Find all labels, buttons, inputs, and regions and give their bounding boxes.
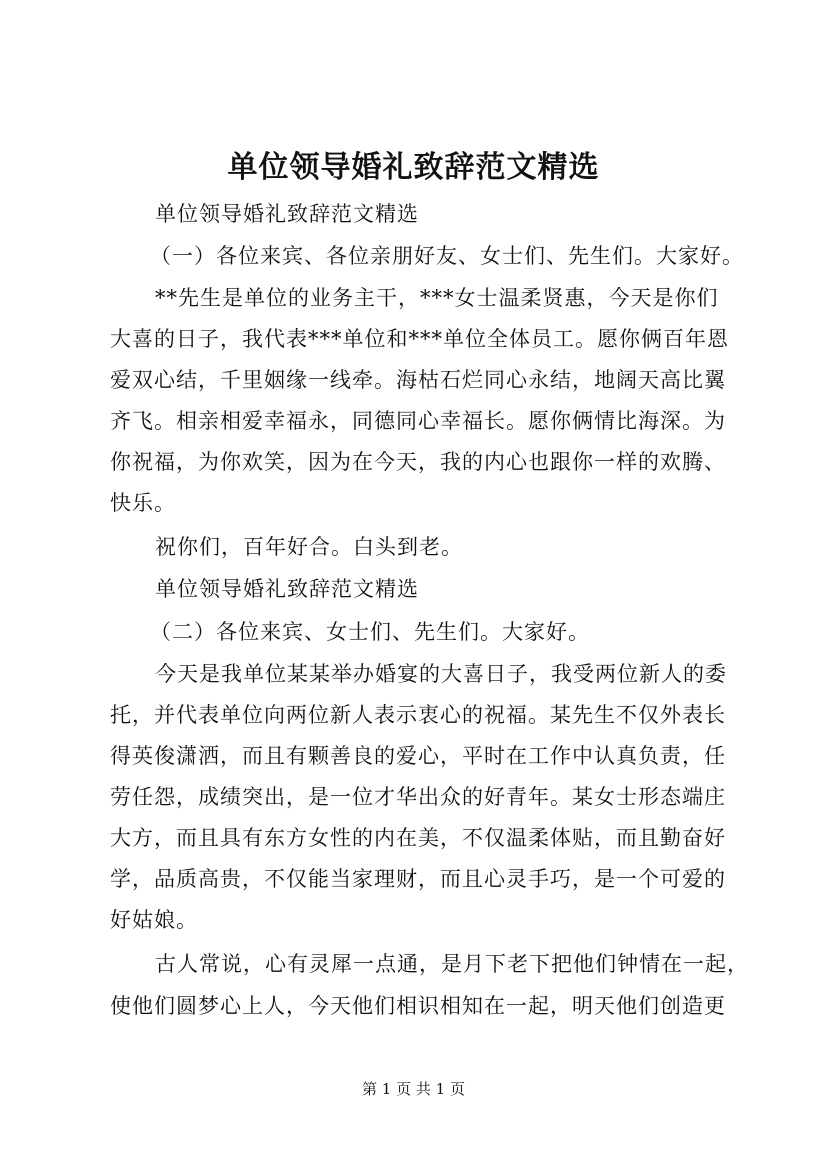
body-line: 大喜的日子，我代表***单位和***单位全体员工。愿你俩百年恩 (110, 327, 729, 351)
body-line: 学，品质高贵，不仅能当家理财，而且心灵手巧，是一个可爱的 (110, 867, 726, 891)
body-line: 你祝福，为你欢笑，因为在今天，我的内心也跟你一样的欢腾、 (110, 450, 726, 474)
document-title: 单位领导婚礼致辞范文精选 (227, 150, 600, 185)
body-line: 祝你们，百年好合。白头到老。 (155, 535, 463, 559)
body-line: 单位领导婚礼致辞范文精选 (155, 202, 419, 226)
body-line: 劳任怨，成绩突出，是一位才华出众的好青年。某女士形态端庄 (110, 785, 726, 809)
body-line: 使他们圆梦心上人，今天他们相识相知在一起，明天他们创造更 (110, 994, 726, 1018)
body-line: 托，并代表单位向两位新人表示衷心的祝福。某先生不仅外表长 (110, 703, 726, 727)
body-line: 单位领导婚礼致辞范文精选 (155, 577, 419, 601)
body-line: 快乐。 (110, 491, 176, 515)
body-line: 大方，而且具有东方女性的内在美，不仅温柔体贴，而且勤奋好 (110, 826, 726, 850)
body-line: 今天是我单位某某举办婚宴的大喜日子，我受两位新人的委 (155, 662, 727, 686)
page-footer: 第 1 页 共 1 页 (362, 1080, 465, 1098)
body-line: （二）各位来宾、女士们、先生们。大家好。 (150, 620, 590, 644)
body-line: 古人常说，心有灵犀一点通，是月下老下把他们钟情在一起， (155, 952, 749, 976)
body-line: （一）各位来宾、各位亲朋好友、女士们、先生们。大家好。 (150, 244, 744, 268)
body-line: 得英俊潇洒，而且有颗善良的爱心，平时在工作中认真负责，任 (110, 744, 726, 768)
body-line: 好姑娘。 (110, 908, 198, 932)
body-line: 爱双心结，千里姻缘一线牵。海枯石烂同心永结，地阔天高比翼 (110, 368, 726, 392)
body-line: **先生是单位的业务主干，***女士温柔贤惠，今天是你们 (155, 286, 719, 310)
body-line: 齐飞。相亲相爱幸福永，同德同心幸福长。愿你俩情比海深。为 (110, 409, 726, 433)
